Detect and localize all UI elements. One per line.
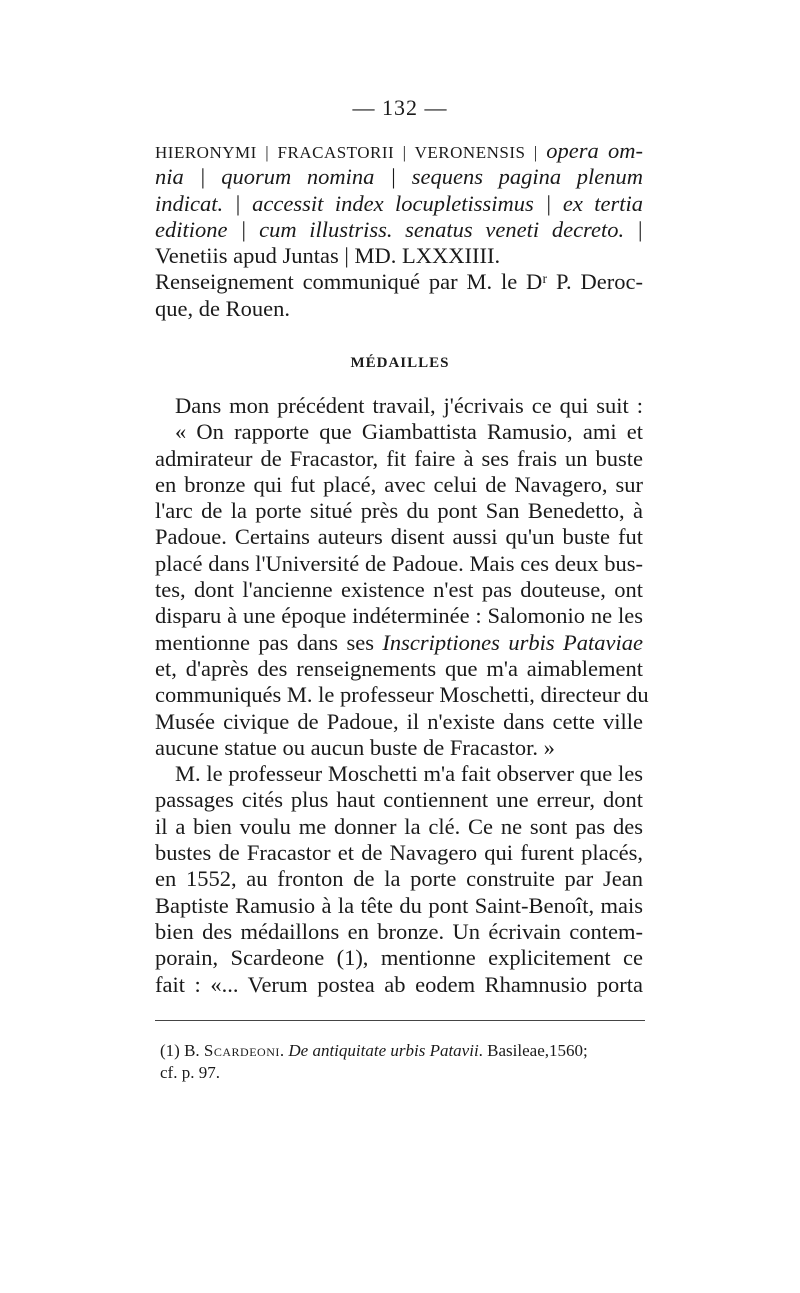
text-run: admirateur de Fracastor, fit faire à ses frais un buste <box>155 445 643 471</box>
text-run: en 1552, au fronton de la porte construite par Jean <box>155 866 643 892</box>
text-run: indicat. | accessit index locupletissimus | ex tertia <box>155 190 643 216</box>
text-line <box>155 630 643 656</box>
text-line <box>155 217 643 243</box>
text-run: . Basileae,1560; <box>478 1041 588 1060</box>
text-line <box>155 945 643 971</box>
text-line <box>155 191 643 217</box>
page-number: — 132 — <box>352 95 448 120</box>
text-run: il a bien voulu me donner la clé. Ce ne sont pas des <box>155 813 643 839</box>
text-line <box>155 243 643 269</box>
text-line <box>155 814 643 840</box>
text-run: bustes de Fracastor et de Navagero qui furent placés, <box>155 840 643 866</box>
text-line <box>155 866 643 892</box>
text-line <box>155 761 643 787</box>
text-run: Scardeoni <box>203 1041 280 1060</box>
text-run: mentionne pas dans ses <box>155 629 383 655</box>
text-line <box>160 1062 650 1084</box>
text-run: nia | quorum nomina | sequens pagina plenum <box>155 164 643 190</box>
text-line <box>155 269 643 295</box>
section-heading: MÉDAILLES <box>350 355 450 371</box>
text-line <box>155 709 643 735</box>
footnote-rule <box>155 1020 645 1021</box>
text-line <box>155 787 643 813</box>
footnote <box>160 1040 650 1084</box>
text-run: passages cités plus haut contiennent une erreur, dont <box>155 787 643 813</box>
text-run: HIERONYMI | FRACASTORII | VERONENSIS | <box>155 143 547 162</box>
text-line <box>155 164 643 190</box>
text-line <box>155 472 643 498</box>
text-line <box>155 138 643 164</box>
text-run: tes, dont l'ancienne existence n'est pas douteuse, ont <box>155 577 643 603</box>
text-line <box>155 735 643 761</box>
text-run: bien des médaillons en bronze. Un écrivain contem- <box>155 918 643 944</box>
text-run: que, de Rouen. <box>155 295 290 321</box>
text-run: opera om- <box>546 138 643 163</box>
text-line <box>155 682 649 708</box>
text-line <box>155 551 643 577</box>
text-line <box>155 656 643 682</box>
text-run: disparu à une époque indéterminée : Salomonio ne les <box>155 603 643 629</box>
text-line <box>155 893 643 919</box>
text-line <box>155 972 643 998</box>
text-line <box>155 419 643 445</box>
text-run: « On rapporte que Giambattista Ramusio, ami et <box>175 419 643 445</box>
bibliographic-entry <box>155 138 643 322</box>
text-run: porain, Scardeone (1), mentionne explicitement ce <box>155 945 643 971</box>
section-body <box>155 393 649 998</box>
text-run: . <box>279 1041 289 1060</box>
text-run: Inscriptiones urbis Pataviae <box>382 629 643 655</box>
text-run: editione | cum illustriss. senatus veneti decreto. | <box>155 216 643 242</box>
text-run: (1) B. <box>160 1041 204 1060</box>
text-line <box>155 840 643 866</box>
text-line <box>155 577 643 603</box>
text-line <box>155 498 643 524</box>
text-line <box>155 919 643 945</box>
text-run: en bronze qui fut placé, avec celui de Navagero, sur <box>155 471 643 497</box>
text-line <box>155 603 643 629</box>
text-run: l'arc de la porte situé près du pont San Benedetto, à <box>155 498 643 524</box>
text-run: placé dans l'Université de Padoue. Mais ces deux bus- <box>155 550 643 576</box>
text-line <box>155 393 643 419</box>
text-run: M. le professeur Moschetti m'a fait observer que les <box>175 761 643 787</box>
text-run: communiqués M. le professeur Moschetti, directeur du <box>155 682 649 708</box>
text-line <box>155 446 643 472</box>
text-run: Baptiste Ramusio à la tête du pont Saint-Benoît, mais <box>155 892 643 918</box>
text-run: Renseignement communiqué par M. le Dʳ P. Deroc- <box>155 269 643 295</box>
text-line <box>155 296 643 322</box>
text-run: cf. p. 97. <box>160 1063 220 1082</box>
text-run: aucune statue ou aucun buste de Fracastor. » <box>155 734 555 760</box>
text-run: Dans mon précédent travail, j'écrivais ce qui suit : <box>175 393 643 418</box>
text-run: De antiquitate urbis Patavii <box>288 1041 479 1060</box>
text-run: et, d'après des renseignements que m'a aimablement <box>155 655 643 681</box>
text-run: Musée civique de Padoue, il n'existe dans cette ville <box>155 708 643 734</box>
text-run: Padoue. Certains auteurs disent aussi qu'un buste fut <box>155 524 643 550</box>
text-run: fait : «... Verum postea ab eodem Rhamnusio porta <box>155 971 643 997</box>
text-line <box>155 524 643 550</box>
text-line <box>160 1040 650 1062</box>
text-run: Venetiis apud Juntas | MD. LXXXIIII. <box>155 243 501 269</box>
